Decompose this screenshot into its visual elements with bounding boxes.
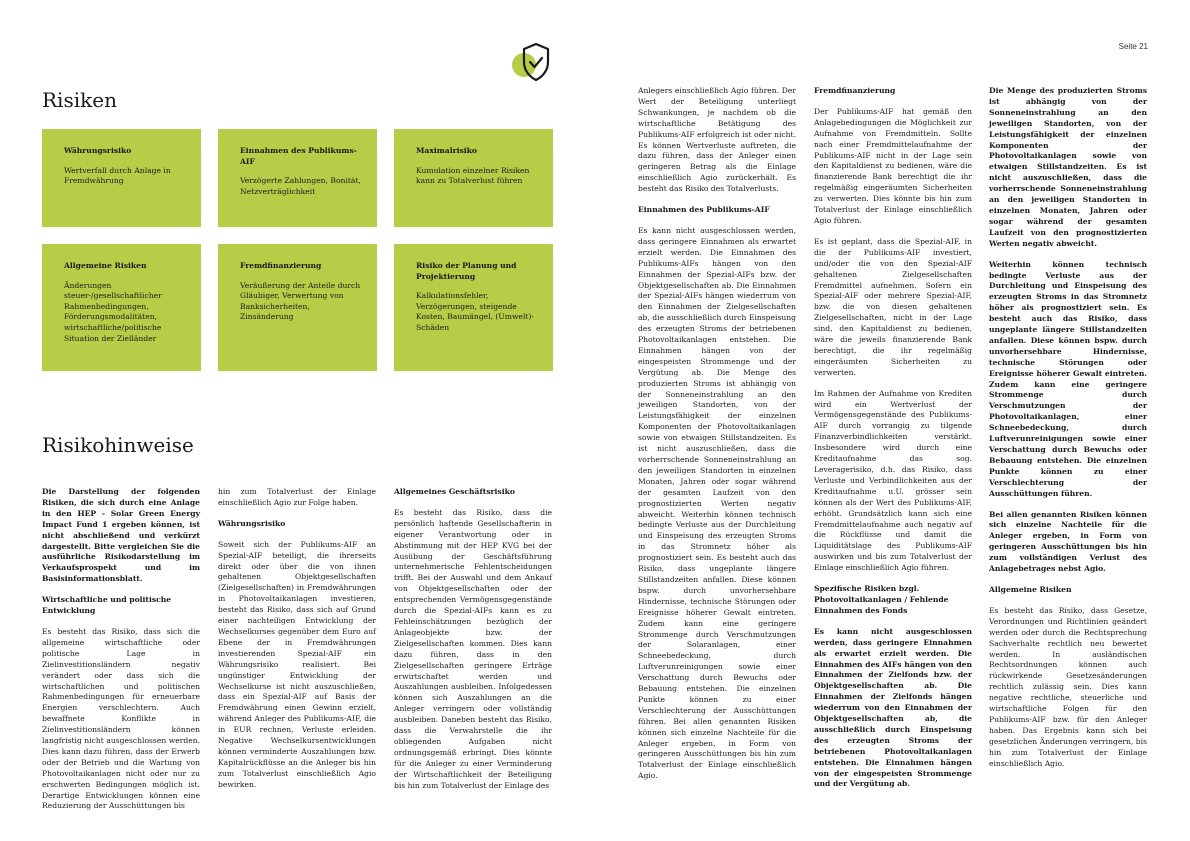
section-text: Die Menge des produzierten Stroms ist abhängig von der Sonneneinstrahlung an den jeweiligen Standorten, von der Leistungsfähigkeit der einzelnen Komponenten der Photovoltaikanlagen sowie von etwaigen Stillstandzeiten. Es ist nicht auszuschließen, dass die vorherrschende Sonneneinstrahlung an den jeweiligen Standorten in einzelnen Monaten, Jahren oder sogar während der gesamten Laufzeit von den prognostizierten Werten negativ abweicht. xyxy=(989,86,1147,248)
section-text: Es besteht das Risiko, dass Gesetze, Verordnungen und Richtlinien geändert werden oder durch die Rechtsprechung Sachverhalte rechtlich neu bewertet werden. In ausländischen Rechtsordnungen können auch rückwirkende Gesetzesänderungen rechtlich zulässig sein. Dies kann negative rechtliche, steuerliche und wirtschaftliche Folgen für den Publikums-AIF bzw. für den Anleger haben. Das Ergebnis kann sich bei gesetzlichen Änderungen verringern, bis hin zum Totalverlust der Einlage einschließlich Agio. xyxy=(989,605,1147,768)
risk-box-text: Kalkulationsfehler, Verzögerungen, steigende Kosten, Baumängel, (Umwelt)-Schäden xyxy=(416,291,534,332)
section-heading: Einnahmen des Publikums-AIF xyxy=(638,205,770,215)
hinweise-column-1 xyxy=(42,487,200,822)
section-text: Bei allen genannten Risiken können sich einzelne Nachteile für die Anleger ergeben, in Form von geringeren Ausschüttungen bis hin zum vollständigen Verlust des Anlagebetrages nebst Agio. xyxy=(989,509,1147,574)
section-text: Es besteht das Risiko, dass die persönlich haftende Gesellschafterin in eigener Verantwortung oder in Abstimmung mit der HEP KVG bei der Ausübung der Geschäftsführung unternehmerische Fehlentscheidungen trifft. Bei der Auswahl und dem Ankauf von Objektgesellschaften oder der entsprechenden Vermögensgegenstände durch die Spezial-AIFs kann es zu Fehleinschätzungen bezüglich der Anlageobjekte bzw. der Zielgesellschaften kommen. Dies kann dazu führen, dass in den Zielgesellschaften geringere Erträge erwirtschaftet werden und Auszahlungen ausbleiben. Infolgedessen können sich Auszahlungen an die Anleger verringern oder vollständig ausbleiben. Daneben besteht das Risiko, dass die Verwahrstelle die ihr obliegenden Aufgaben nicht ordnungsgemäß erbringt. Dies könnte für die Anleger zu einer Verminderung der Wirtschaftlichkeit der Beteiligung bis hin zum Totalverlust der Einlage des xyxy=(394,507,552,790)
risk-box-text: Veräußerung der Anteile durch Gläubiger, Verwertung von Banksicherheiten, Zinsänderung xyxy=(240,280,361,322)
right-column-3 xyxy=(989,86,1147,779)
risk-box-einnahmen xyxy=(218,129,377,227)
section-heading: Allgemeines Geschäftsrisiko xyxy=(394,487,515,496)
section-heading: Fremdfinanzierung xyxy=(814,86,896,95)
section-text: Weiterhin können technisch bedingte Verluste aus der Durchleitung und Einspeisung des erzeugten Stroms in das Stromnetz höher als prognostiziert sein. Es besteht auch das Risiko, dass ungeplante längere Stillstandzeiten anfallen. Diese können bspw. durch unvorhersehbare Hindernisse, technische Störungen oder Ereignisse höherer Gewalt eintreten. Zudem kann eine geringere Strommenge durch Verschmutzungen der Photovoltaikanlagen, einer Schneebedeckung, durch Luftverunreinigungen sowie einer Verschattung durch Bewuchs oder Bebauung entstehen. Die einzelnen Punkte können zu einer Verschlechterung der Ausschüttungen führen. xyxy=(989,259,1147,498)
risk-box-title: Fremdfinanzierung xyxy=(240,261,322,270)
risk-box-allgemein xyxy=(42,244,201,371)
hinweise-column-2 xyxy=(218,487,376,801)
right-page xyxy=(595,0,1190,841)
risk-box-waehrung xyxy=(42,129,201,227)
risk-box-text: Wertverfall durch Anlage in Fremdwährung xyxy=(64,165,171,186)
section-heading: Allgemeine Risiken xyxy=(989,584,1072,594)
risiken-title: Risiken xyxy=(42,88,117,112)
risk-box-title: Allgemeine Risiken xyxy=(64,261,147,270)
risk-box-text: Verzögerte Zahlungen, Bonität, Netzverträglichkeit xyxy=(240,176,361,196)
risk-box-title: Risiko der Planung und Projektierung xyxy=(416,261,517,281)
right-column-2 xyxy=(814,86,972,800)
shield-check-icon xyxy=(510,40,556,84)
risk-box-title: Einnahmen des Publikums-AIF xyxy=(240,146,357,166)
risk-box-text: Kumulation einzelner Risiken kann zu Totalverlust führen xyxy=(416,165,530,186)
risk-box-title: Währungsrisiko xyxy=(64,146,132,155)
risk-box-planung xyxy=(394,244,553,371)
risk-box-maximal xyxy=(394,129,553,227)
section-heading: Spezifische Risiken bzgl. Photovoltaikanlagen / Fehlende Einnahmen des Fonds xyxy=(814,584,949,615)
hinweise-column-3 xyxy=(394,487,552,801)
section-text: Soweit sich der Publikums-AIF an Spezial-AIF beteiligt, die ihrerseits direkt oder über die von ihnen gehaltenen Objektgesellschaften (Zielgesellschaften) in Fremdwährungen in Photovoltaikanlagen investieren, besteht das Risiko, dass sich auf Grund einer nachteiligen Entwicklung der Wechselkurses gegenüber dem Euro auf Ebene der in Fremdwährungen investierenden Spezial-AIF ein Währungsrisiko realisiert. Bei ungünstiger Entwicklung der Wechselkurse ist nicht auszuschließen, dass ein Spezial-AIF auf Basis der Fremdwährung einen Gewinn erzielt, während Anleger des Publikums-AIF, die in EUR rechnen, Verluste erleiden. Negative Wechselkursentwicklungen können verminderte Auszahlungen bzw. Kapitalrückflüsse an die Anleger bis hin zum Totalverlust einschließlich Agio bewirken. xyxy=(218,539,376,789)
section-text: Der Publikums-AIF hat gemäß den Anlagebedingungen die Möglichkeit zur Aufnahme von Fremdmitteln. Sollte nach einer Fremdmittelaufnahme der Publikums-AIF nicht in der Lage sein den Kapitaldienst zu bedienen, wäre die finanzierende Bank berechtigt die ihr regelmäßig eingeräumten Sicherheiten zu verwerten. Dies könnte bis hin zum Totalverlust der Einlage einschließlich Agio führen. xyxy=(814,106,972,225)
section-text: hin zum Totalverlust der Einlage einschließlich Agio zur Folge haben. xyxy=(218,487,376,507)
risikohinweise-title: Risikohinweise xyxy=(42,433,194,457)
section-text: Es besteht das Risiko, dass sich die allgemeine wirtschaftliche oder politische Lage in Zielinvestitionsländern negativ verändert oder dass sich die wirtschaftlichen und politischen Rahmenbedingungen für erneuerbare Energien verschlechtern. Auch bewaffnete Konflikte in Zielinvestitionsländern können langfristig nicht ausgeschlossen werden. Dies kann dazu führen, dass der Erwerb oder der Betrieb und die Wartung von Photovoltaikanlagen nicht oder nur zu erschwerten Bedingungen möglich ist. Derartige Entwicklungen können eine Reduzierung der Ausschüttungen bis xyxy=(42,626,200,811)
section-heading: Währungsrisiko xyxy=(218,518,286,528)
section-text: Es kann nicht ausgeschlossen werden, dass geringere Einnahmen als erwartet erzielt werden. Die Einnahmen des AIFs hängen von den Einnahmen der Zielfonds bzw. der Objektgesellschaften ab. Die Einnahmen der Zielfonds hängen wiederrum von den Einnahmen der Objektgesellschaften ab, die ausschließlich durch Einspeisung des erzeugten Stroms der betriebenen Photovoltaikanlagen entstehen. Die Einnahmen hängen von der eingespeisten Strommenge und der Vergütung ab. xyxy=(814,626,972,789)
risk-box-title: Maximalrisiko xyxy=(416,146,477,155)
right-column-1 xyxy=(638,86,796,792)
section-text: Es ist geplant, dass die Spezial-AIF, in die der Publikums-AIF investiert, und/oder die von den Spezial-AIF gehaltenen Zielgesellschaften Fremdmittel aufnehmen. Sofern ein Spezial-AIF oder mehrere Spezial-AIF, bzw. die von diesen gehaltenen Zielgesellschaften, nicht in der Lage sind, den Kapitaldienst zu bedienen, wäre die jeweils finanzierende Bank berechtigt, die ihr regelmäßig eingeräumten Sicherheiten zu verwerten. xyxy=(814,236,972,377)
section-text: Es kann nicht ausgeschlossen werden, dass geringere Einnahmen als erwartet erzielt werden. Die Einnahmen des Publikums-AIFs hängen von den Einnahmen der Spezial-AIFs bzw. der Objektgesellschaften ab. Die Einnahmen der Spezial-AIFs hängen wiederrum von den Einnahmen der Zielgesellschaften ab, die ausschließlich durch Einspeisung des erzeugten Stroms der betriebenen Photovoltaikanlagen entstehen. Die Einnahmen hängen von der eingespeisten Strommenge und der Vergütung ab. Die Menge des produzierten Stroms ist abhängig von der Sonneneinstrahlung an den jeweiligen Standorten, von der Leistungsfähigkeit der einzelnen Komponenten der Photovoltaikanlagen sowie von etwaigen Stillstandzeiten. Es ist nicht auszuschließen, dass die vorherrschende Sonneneinstrahlung an den jeweiligen Standorten in einzelnen Monaten, Jahren oder sogar während der gesamten Laufzeit von den prognostizierten Werten negativ abweicht. Weiterhin können technisch bedingte Verluste aus der Durchleitung und Einspeisung des erzeugten Stroms in das Stromnetz höher als prognostiziert sein. Es besteht auch das Risiko, dass ungeplante längere Stillstandzeiten anfallen. Diese können bspw. durch unvorhersehbare Hindernisse, technische Störungen oder Ereignisse höherer Gewalt eintreten. Zudem kann eine geringere Strommenge durch Verschmutzungen der Solaranlagen, einer Schneebedeckung, durch Luftverunreinigungen sowie einer Verschattung durch Bewuchs oder Bebauung entstehen. Die einzelnen Punkte können zu einer Verschlechterung der Ausschüttungen führen. Bei allen genannten Risiken können sich einzelne Nachteile für die Anleger ergeben, in Form von geringeren Ausschüttungen bis hin zum Totalverlust der Einlage einschließlich Agio. xyxy=(638,225,796,781)
section-text: Anlegers einschließlich Agio führen. Der Wert der Beteiligung unterliegt Schwankungen, je nachdem ob die wirtschaftliche Betätigung des Publikums-AIF erfolgreich ist oder nicht. Es können Wertverluste auftreten, die dazu führen, dass der Anleger einen geringeren Betrag als die Einlage einschließlich Agio zurückerhält. Es besteht das Risiko des Totalverlusts. xyxy=(638,86,796,194)
risk-box-text: Änderungen steuer-/gesellschaftlicher Rahmenbedingungen, Förderungsmodalitäten, wirtschaftliche/politische Situation der Zielländer xyxy=(64,280,162,343)
intro-text: Die Darstellung der folgenden Risiken, die sich durch eine Anlage in den HEP - Solar Green Energy Impact Fund 1 ergeben können, ist nicht abschließend und verkürzt dargestellt. Bitte vergleichen Sie die ausführliche Risikodarstellung im Verkaufsprospekt und im Basisinformationsblatt. xyxy=(42,487,200,584)
page-number: Seite 21 xyxy=(1118,42,1148,51)
section-text: Im Rahmen der Aufnahme von Krediten wird ein Wertverlust der Vermögensgegenstände des Publikums-AIF durch vorrangig zu tilgende Finanzverbindlichkeiten verstärkt. Insbesondere wird durch eine Kreditaufnahme das sog. Leveragerisiko, d.h. das Risiko, dass Verluste und Verbindlichkeiten aus der Kreditaufnahme u.U. grösser sein können als der Wert des Publikums-AIF, erhöht. Grundsätzlich kann sich eine Fremdmittelaufnahme auch negativ auf die Rückflüsse und damit die Liquiditätslage des Publikums-AIF auswirken und bis zum Totalverlust der Einlage einschließlich Agio führen. xyxy=(814,388,972,573)
section-heading: Wirtschaftliche und politische Entwicklung xyxy=(42,595,172,616)
risk-box-fremdfinanzierung xyxy=(218,244,377,371)
